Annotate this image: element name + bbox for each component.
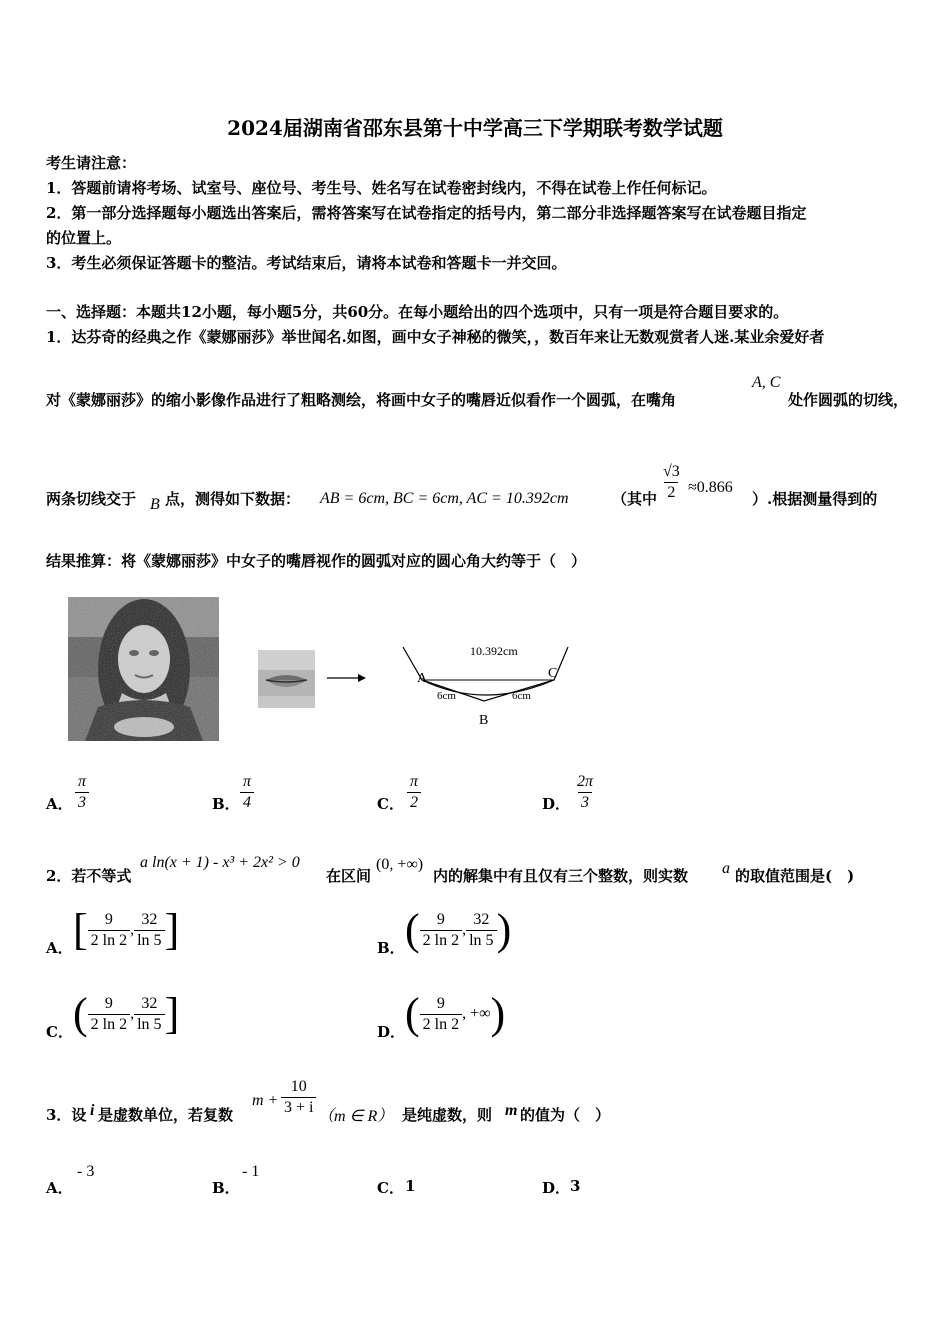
q3-condition: （m ∈ R） <box>318 1108 394 1125</box>
lips-arc-diagram <box>400 640 582 732</box>
q1-approx: ≈0.866 <box>688 479 733 496</box>
q3-post: 是纯虚数，则 <box>402 1106 493 1124</box>
q3-option-d-letter[interactable]: D． <box>542 1179 571 1197</box>
q3-option-c-letter[interactable]: C． <box>377 1179 404 1197</box>
notice-item-2: 2．第一部分选择题每小题选出答案后，需将答案写在试卷指定的括号内，第二部分非选择题答案写在试卷题目指定 <box>46 204 807 222</box>
q1-line-2-end: 处作圆弧的切线， <box>788 391 909 409</box>
notice-item-1: 1．答题前请将考场、试室号、座位号、考生号、姓名写在试卷密封线内，不得在试卷上作任何标记。 <box>46 179 717 197</box>
q1-measurements: AB = 6cm, BC = 6cm, AC = 10.392cm <box>320 490 569 507</box>
point-a-label: A <box>417 671 428 686</box>
q1-point-b: B <box>150 496 160 513</box>
section-heading: 一、选择题：本题共12小题，每小题5分，共60分。在每小题给出的四个选项中，只有一项是符合题目要求的。 <box>46 303 789 321</box>
q3-option-d[interactable]: 3 <box>570 1177 581 1195</box>
q2-option-a[interactable]: [ $\frac{9}{2 \ln 2}$ , $\frac{32}{\ln 5}$ ] <box>73 905 180 954</box>
q2-interval: (0, +∞) <box>376 856 424 873</box>
page-title: 2024届湖南省邵东县第十中学高三下学期联考数学试题 <box>227 116 723 140</box>
bc-length-label: 6cm <box>512 690 531 702</box>
lips-image <box>258 650 315 708</box>
q1-points-ac: A, C <box>752 374 781 391</box>
q3-variable-m: m <box>505 1102 518 1119</box>
ab-length-label: 6cm <box>437 690 456 702</box>
q2-post: 内的解集中有且仅有三个整数，则实数 <box>433 867 689 885</box>
q1-line-3-end: ）.根据测量得到的 <box>752 490 878 508</box>
notice-heading: 考生请注意： <box>46 154 137 172</box>
q2-option-c[interactable]: ( $\frac{9}{2 \ln 2}$ , $\frac{32}{\ln 5}$ ] <box>73 989 180 1038</box>
q2-option-c-letter[interactable]: C． <box>46 1023 73 1041</box>
q2-option-a-letter[interactable]: A． <box>46 939 73 957</box>
q1-option-d-letter[interactable]: D． <box>542 795 571 813</box>
q1-option-a[interactable]: $\frac{\pi}{3}$ <box>75 773 89 812</box>
point-c-label: C <box>548 666 558 681</box>
ac-length-label: 10.392cm <box>470 644 518 658</box>
q1-option-d[interactable]: $\frac{2\pi}{3}$ <box>577 773 594 811</box>
q1-sqrt-fraction: $\frac{√3}{2}$ <box>663 463 680 501</box>
q3-prefix: 3．设 <box>46 1106 87 1124</box>
notice-item-3: 3．考生必须保证答题卡的整洁。考试结束后，请将本试卷和答题卡一并交回。 <box>46 254 567 272</box>
q1-option-a-letter[interactable]: A． <box>46 795 73 813</box>
q2-option-d-letter[interactable]: D． <box>377 1023 406 1041</box>
q2-option-b[interactable]: ( $\frac{9}{2 \ln 2}$ , $\frac{32}{\ln 5}$ ) <box>405 905 512 954</box>
q3-m-plus: m + <box>252 1092 279 1109</box>
q3-end: 的值为（ ） <box>520 1106 611 1124</box>
q2-end: 的取值范围是( ) <box>735 867 855 885</box>
q1-option-b-letter[interactable]: B． <box>212 795 240 813</box>
point-b-label: B <box>479 713 489 728</box>
q1-line-3-mid: 点，测得如下数据： <box>165 490 301 508</box>
q3-option-a-letter[interactable]: A． <box>46 1179 73 1197</box>
q3-mid: 是虚数单位，若复数 <box>98 1106 234 1124</box>
q2-option-d[interactable]: ( $\frac{9}{2 \ln 2}$ , +∞ ) <box>405 989 506 1038</box>
q1-option-c-letter[interactable]: C． <box>377 795 404 813</box>
q1-line-3: 两条切线交于 <box>46 490 137 508</box>
notice-item-2-cont: 的位置上。 <box>46 229 122 247</box>
q1-line-4: 结果推算：将《蒙娜丽莎》中女子的嘴唇视作的圆弧对应的圆心角大约等于（ ） <box>46 552 587 570</box>
q2-inequality: a ln(x + 1) - x³ + 2x² > 0 <box>140 854 300 871</box>
q3-option-a[interactable]: - 3 <box>77 1163 95 1180</box>
mona-lisa-image <box>68 597 219 741</box>
q3-option-b-letter[interactable]: B． <box>212 1179 240 1197</box>
q1-option-b[interactable]: $\frac{\pi}{4}$ <box>240 773 254 812</box>
arrow-right-icon <box>326 670 368 684</box>
q2-option-b-letter[interactable]: B． <box>377 939 405 957</box>
q3-imaginary-i: i <box>90 1102 95 1119</box>
q1-line-2: 对《蒙娜丽莎》的缩小影像作品进行了粗略测绘，将画中女子的嘴唇近似看作一个圆弧，在嘴角 <box>46 391 677 409</box>
q1-paren: （其中 <box>612 490 658 508</box>
q3-fraction: $\frac{10}{3 + i}$ <box>281 1078 316 1117</box>
q2-mid: 在区间 <box>326 867 372 885</box>
q1-option-c[interactable]: $\frac{\pi}{2}$ <box>407 773 421 812</box>
q1-line-1: 1．达芬奇的经典之作《蒙娜丽莎》举世闻名.如图，画中女子神秘的微笑，，数百年来让无数观赏者人迷.某业余爱好者 <box>46 328 825 346</box>
q3-option-b[interactable]: - 1 <box>242 1163 260 1180</box>
q2-variable-a: a <box>722 860 730 877</box>
q2-prefix: 2．若不等式 <box>46 867 132 885</box>
q3-option-c[interactable]: 1 <box>405 1177 416 1195</box>
